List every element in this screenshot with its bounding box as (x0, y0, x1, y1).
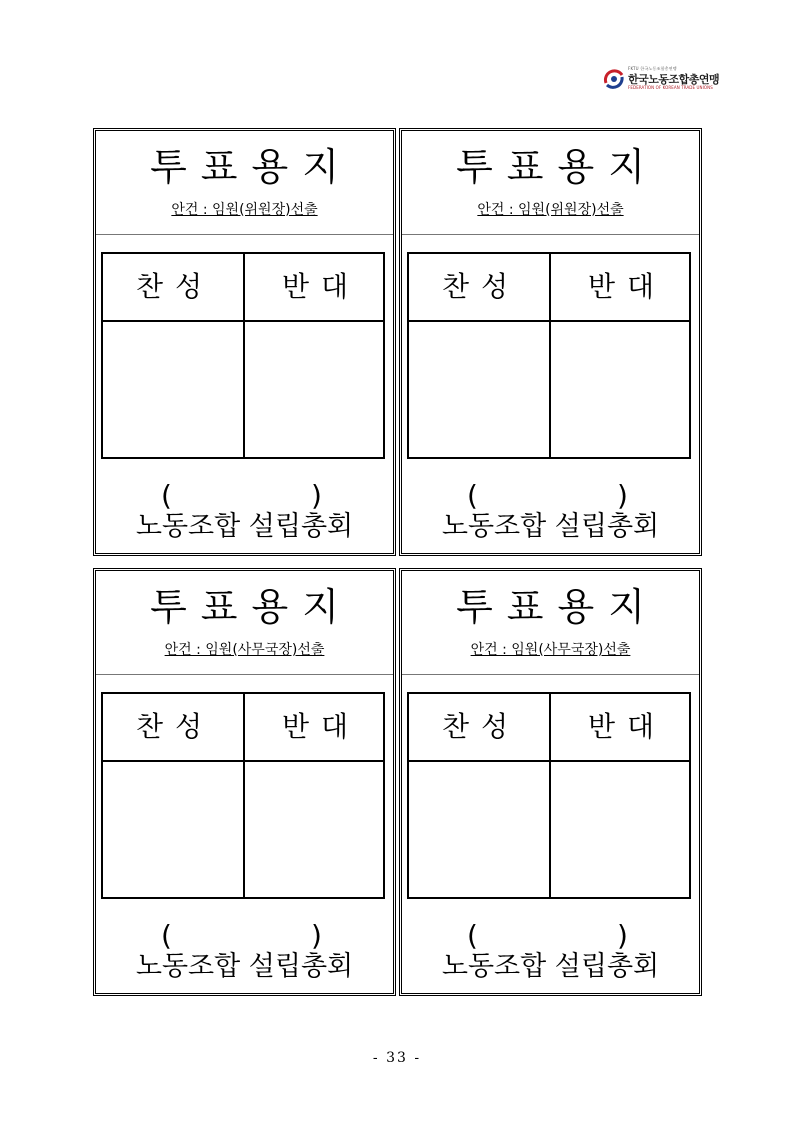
vote-box-no[interactable] (551, 762, 689, 897)
union-name-paren-close: ) (617, 479, 628, 512)
union-name-paren-open: ( (467, 479, 478, 512)
option-no-label: 반대 (281, 710, 361, 743)
option-yes-label: 찬성 (135, 270, 215, 303)
option-yes-label: 찬성 (441, 270, 521, 303)
union-name-paren-close: ) (617, 919, 628, 952)
vote-grid (101, 692, 385, 899)
logo-org-name: 한국노동조합총연맹 (628, 73, 720, 86)
assembly-name: 노동조합 설립총회 (441, 511, 660, 542)
option-no-label: 반대 (587, 710, 667, 743)
vote-box-yes[interactable] (103, 762, 243, 897)
option-yes-label: 찬성 (135, 710, 215, 743)
logo-org-english: FEDERATION OF KOREAN TRADE UNIONS (628, 85, 713, 90)
logo-top-text: FKTU 한국노동조합총연맹 (628, 66, 677, 71)
vote-grid (407, 252, 691, 459)
vote-box-no[interactable] (245, 322, 383, 457)
vote-box-no[interactable] (245, 762, 383, 897)
ballot-title: 투표용지 (456, 585, 659, 629)
ballot-title: 투표용지 (456, 145, 659, 189)
vote-box-yes[interactable] (409, 322, 549, 457)
ballot-card (93, 568, 396, 996)
union-name-paren-open: ( (467, 919, 478, 952)
vote-grid (101, 252, 385, 459)
union-name-paren-close: ) (311, 919, 322, 952)
page-number: - 33 - (372, 1050, 422, 1066)
ballot-title: 투표용지 (150, 585, 353, 629)
ballot-agenda: 안건 : 임원(사무국장)선출 (164, 642, 325, 658)
divider (96, 234, 393, 235)
ballot-card (399, 568, 702, 996)
fktu-logo (603, 66, 793, 92)
ballot-agenda: 안건 : 임원(사무국장)선출 (470, 642, 631, 658)
vote-grid (407, 692, 691, 899)
union-name-paren-open: ( (161, 919, 172, 952)
divider (402, 674, 699, 675)
option-yes-label: 찬성 (441, 710, 521, 743)
vote-box-yes[interactable] (103, 322, 243, 457)
vote-box-yes[interactable] (409, 762, 549, 897)
ballot-agenda: 안건 : 임원(위원장)선출 (171, 202, 318, 218)
option-no-label: 반대 (587, 270, 667, 303)
union-name-paren-open: ( (161, 479, 172, 512)
ballot-title: 투표용지 (150, 145, 353, 189)
assembly-name: 노동조합 설립총회 (135, 511, 354, 542)
ballot-card (93, 128, 396, 556)
assembly-name: 노동조합 설립총회 (441, 951, 660, 982)
vote-box-no[interactable] (551, 322, 689, 457)
ballot-card (399, 128, 702, 556)
ballot-agenda: 안건 : 임원(위원장)선출 (477, 202, 624, 218)
union-name-paren-close: ) (311, 479, 322, 512)
divider (96, 674, 393, 675)
divider (402, 234, 699, 235)
assembly-name: 노동조합 설립총회 (135, 951, 354, 982)
option-no-label: 반대 (281, 270, 361, 303)
fktu-emblem-icon (603, 68, 625, 90)
